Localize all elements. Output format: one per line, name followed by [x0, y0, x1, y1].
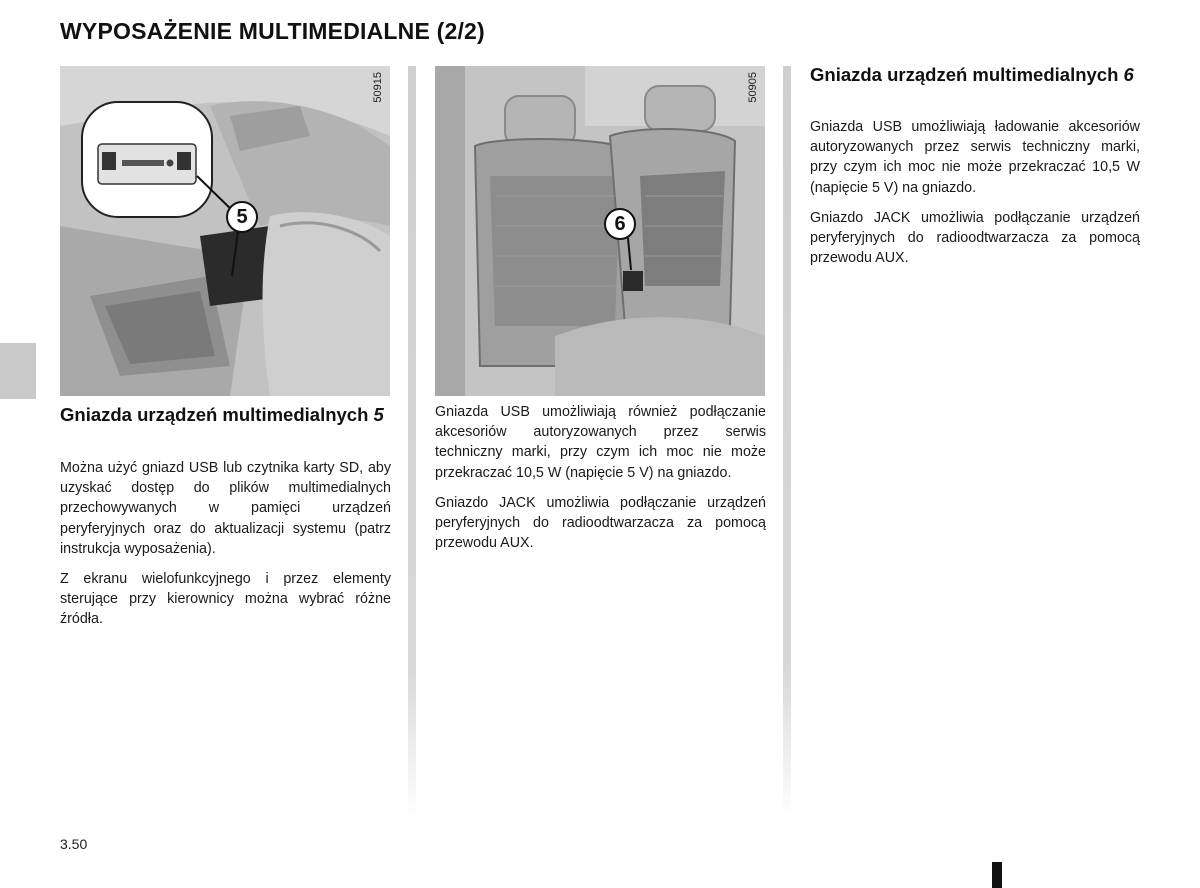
paragraph: Gniazda USB umożliwiają ładowanie akcesoriów autoryzowanych przez serwis techniczny marki, przy czym ich moc nie może przekraczać 10,5 W (napięcie 5 V) na gniazdo.: [810, 119, 1140, 196]
figure-callout-5: 5: [226, 201, 258, 233]
section-body-left: [60, 458, 391, 640]
column-divider: [408, 66, 416, 818]
page-title: WYPOSAŻENIE MULTIMEDIALNE (2/2): [60, 18, 485, 44]
paragraph: Można użyć gniazd USB lub czytnika karty SD, aby uzyskać dostęp do plików multimedialnych przechowywanych w pamięci urządzeń peryferyjnych oraz do aktualizacji systemu (patrz instrukcja wyposażenia).: [60, 460, 391, 557]
page-number: 3.50: [60, 836, 88, 852]
heading-number: 6: [1123, 64, 1134, 85]
section-side-tab: [0, 343, 36, 399]
section-heading-right: [810, 63, 1140, 86]
figure-seatback-usb: [435, 66, 765, 396]
section-body-right: [810, 117, 1140, 278]
paragraph: Gniazda USB umożliwiają również podłączanie akcesoriów autoryzowanych przez serwis techniczny marki, przy czym ich moc nie może przekraczać 10,5 W (napięcie 5 V) na gniazdo.: [435, 404, 766, 481]
seatback-illustration: [435, 66, 765, 396]
column-divider: [783, 66, 791, 818]
page-edge-marker: [992, 862, 1002, 888]
figure-code: 50915: [372, 72, 384, 103]
heading-text: Gniazda urządzeń multimedialnych: [810, 64, 1119, 85]
armrest-illustration: [60, 66, 390, 396]
heading-number: 5: [373, 404, 384, 425]
figure-callout-6: 6: [604, 208, 636, 240]
paragraph: Z ekranu wielofunkcyjnego i przez elementy sterujące przy kierownicy można wybrać różne źródła.: [60, 571, 391, 628]
paragraph: Gniazdo JACK umożliwia podłączanie urządzeń peryferyjnych do radioodtwarzacza za pomocą przewodu AUX.: [435, 494, 766, 552]
section-heading-left: [60, 403, 390, 426]
figure-code: 50905: [747, 72, 759, 103]
heading-text: Gniazda urządzeń multimedialnych: [60, 404, 369, 425]
section-body-middle: [435, 402, 766, 563]
figure-armrest-usb: [60, 66, 390, 396]
paragraph: Gniazdo JACK umożliwia podłączanie urządzeń peryferyjnych do radioodtwarzacza za pomocą przewodu AUX.: [810, 209, 1140, 267]
